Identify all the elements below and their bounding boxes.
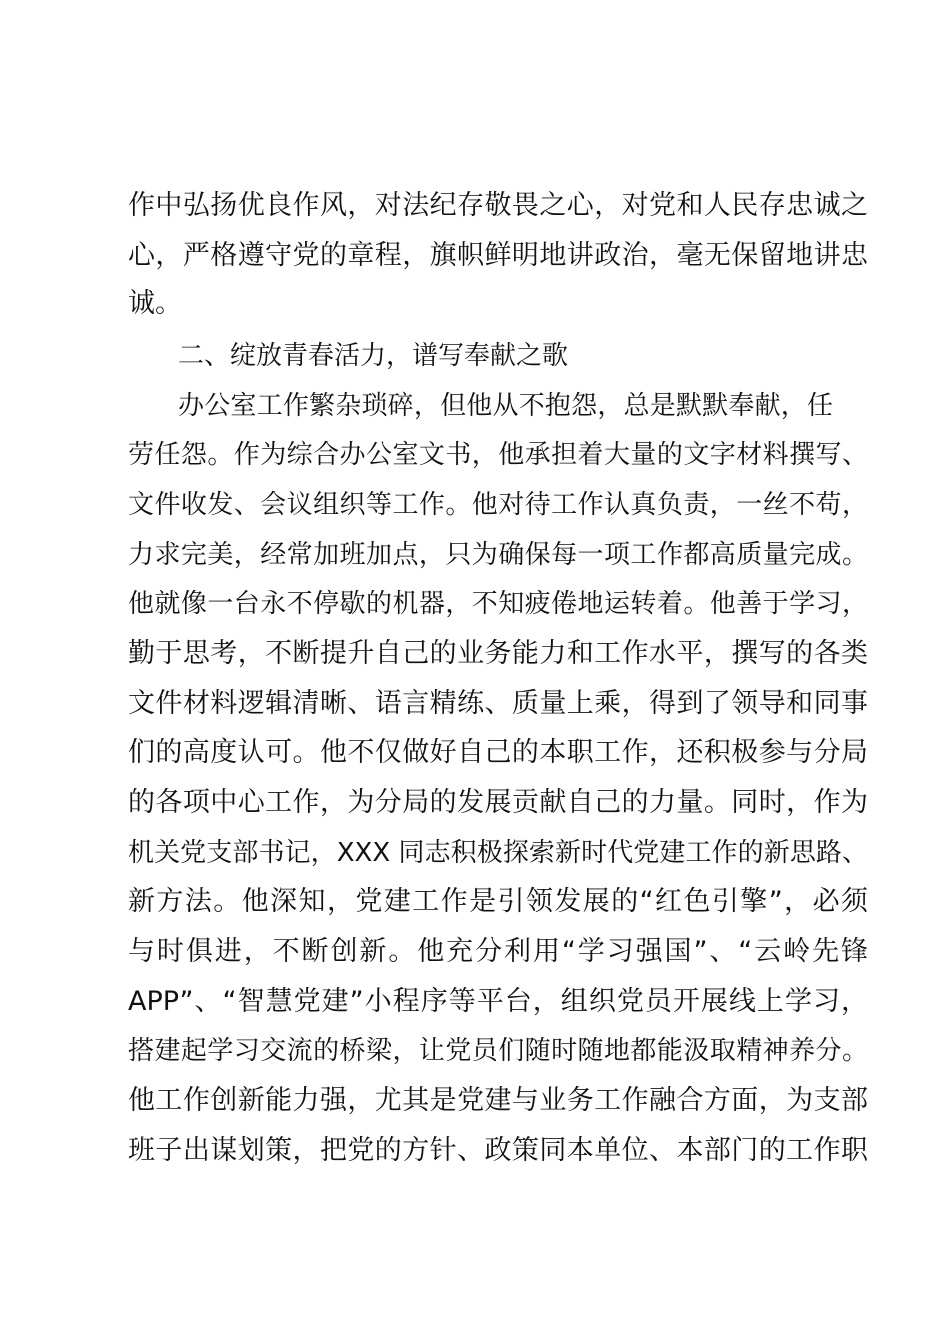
paragraph-line: 文件材料逻辑清晰、语言精练、质量上乘，得到了领导和同事 <box>128 688 868 719</box>
paragraph-line: 他工作创新能力强，尤其是党建与业务工作融合方面，为支部 <box>128 1085 868 1116</box>
paragraph-line: 搭建起学习交流的桥梁，让党员们随时随地都能汲取精神养分。 <box>128 1036 868 1066</box>
paragraph-line: 与时俱进，不断创新。他充分利用“学习强国”、“云岭先锋 <box>128 936 868 967</box>
paragraph-line: 机关党支部书记，XXX 同志积极探索新时代党建工作的新思路、 <box>128 838 868 868</box>
paragraph-line: 他就像一台永不停歇的机器，不知疲倦地运转着。他善于学习， <box>128 589 868 619</box>
paragraph-line: 们的高度认可。他不仅做好自己的本职工作，还积极参与分局 <box>128 737 868 768</box>
paragraph-line: 班子出谋划策，把党的方针、政策同本单位、本部门的工作职 <box>128 1135 868 1166</box>
paragraph-line: 诚。 <box>128 288 182 319</box>
paragraph-line: 勤于思考，不断提升自己的业务能力和工作水平，撰写的各类 <box>128 638 868 669</box>
paragraph-line: 劳任怨。作为综合办公室文书，他承担着大量的文字材料撰写、 <box>128 440 868 470</box>
paragraph-line: 作中弘扬优良作风，对法纪存敬畏之心，对党和人民存忠诚之 <box>128 190 868 221</box>
paragraph-line: 心，严格遵守党的章程，旗帜鲜明地讲政治，毫无保留地讲忠 <box>128 240 868 271</box>
section-heading: 二、绽放青春活力，谱写奉献之歌 <box>178 341 569 371</box>
paragraph-line: 的各项中心工作，为分局的发展贡献自己的力量。同时，作为 <box>128 787 868 818</box>
paragraph-line: 新方法。他深知，党建工作是引领发展的“红色引擎”，必须 <box>128 886 868 917</box>
paragraph-line: 力求完美，经常加班加点，只为确保每一项工作都高质量完成。 <box>128 540 868 570</box>
paragraph-line: 办公室工作繁杂琐碎，但他从不抱怨，总是默默奉献，任 <box>178 391 833 421</box>
paragraph-line: 文件收发、会议组织等工作。他对待工作认真负责，一丝不苟， <box>128 490 868 520</box>
paragraph-line: APP”、“智慧党建”小程序等平台，组织党员开展线上学习， <box>128 986 868 1017</box>
